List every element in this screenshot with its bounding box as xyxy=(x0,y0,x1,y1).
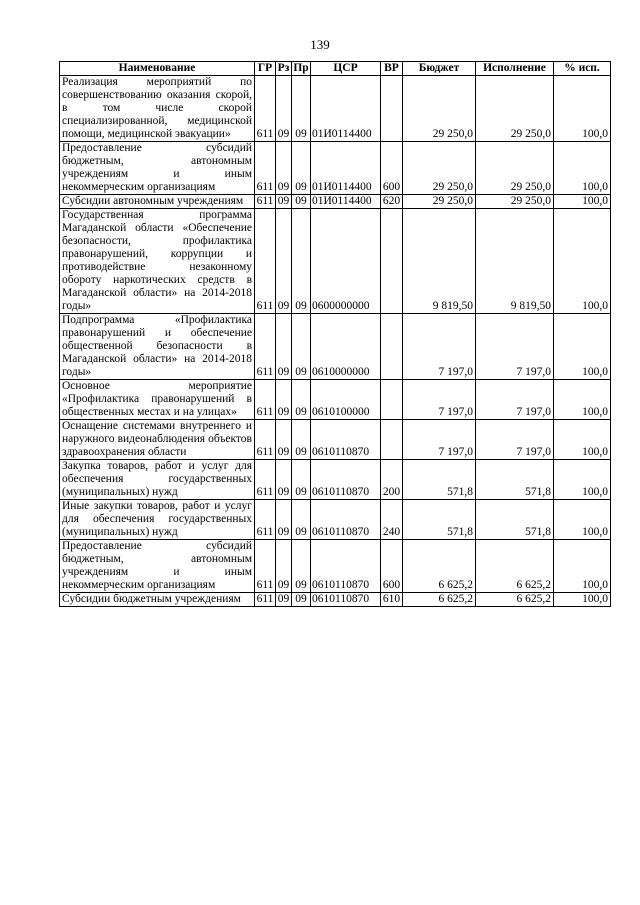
page-number: 139 xyxy=(310,37,330,52)
cell-percent: 100,0 xyxy=(554,540,611,593)
cell-pr: 09 xyxy=(292,209,311,314)
cell-csr: 01И0114400 xyxy=(311,76,381,142)
cell-vr: 610 xyxy=(381,593,403,607)
cell-rz: 09 xyxy=(276,420,292,460)
cell-pr: 09 xyxy=(292,460,311,500)
cell-vr: 620 xyxy=(381,195,403,209)
table-row xyxy=(60,195,611,209)
cell-csr: 01И0114400 xyxy=(311,142,381,195)
table-row xyxy=(60,314,611,380)
cell-percent: 100,0 xyxy=(554,142,611,195)
cell-name: Оснащение системами внутреннего и наружного видеонаблюдения объектов здравоохранения области xyxy=(60,420,255,460)
table-row xyxy=(60,500,611,540)
cell-pr: 09 xyxy=(292,76,311,142)
cell-name: Предоставление субсидий бюджетным, автономным учреждениям и иным некоммерческим организациям xyxy=(60,142,255,195)
table-body xyxy=(60,76,611,607)
header-vr: ВР xyxy=(381,62,403,76)
cell-execution: 7 197,0 xyxy=(476,420,554,460)
cell-name: Подпрограмма «Профилактика правонарушений и обеспечение общественной безопасности в Магаданской области» на 2014-2018 годы» xyxy=(60,314,255,380)
cell-gr: 611 xyxy=(255,314,276,380)
cell-percent: 100,0 xyxy=(554,593,611,607)
cell-budget: 7 197,0 xyxy=(403,314,476,380)
cell-execution: 571,8 xyxy=(476,460,554,500)
cell-gr: 611 xyxy=(255,76,276,142)
cell-rz: 09 xyxy=(276,209,292,314)
cell-rz: 09 xyxy=(276,314,292,380)
cell-csr: 0610000000 xyxy=(311,314,381,380)
header-percent: % исп. xyxy=(554,62,611,76)
cell-execution: 7 197,0 xyxy=(476,314,554,380)
cell-csr: 0610110870 xyxy=(311,460,381,500)
cell-name: Предоставление субсидий бюджетным, автономным учреждениям и иным некоммерческим организациям xyxy=(60,540,255,593)
cell-budget: 29 250,0 xyxy=(403,195,476,209)
table-row xyxy=(60,540,611,593)
cell-rz: 09 xyxy=(276,460,292,500)
cell-execution: 29 250,0 xyxy=(476,195,554,209)
cell-name: Реализация мероприятий по совершенствованию оказания скорой, в том числе скорой специализированной, медицинской помощи, медицинской эвакуации» xyxy=(60,76,255,142)
cell-execution: 9 819,50 xyxy=(476,209,554,314)
cell-csr: 0600000000 xyxy=(311,209,381,314)
cell-gr: 611 xyxy=(255,500,276,540)
cell-execution: 29 250,0 xyxy=(476,142,554,195)
cell-budget: 9 819,50 xyxy=(403,209,476,314)
cell-vr xyxy=(381,380,403,420)
cell-budget: 7 197,0 xyxy=(403,380,476,420)
cell-gr: 611 xyxy=(255,380,276,420)
header-gr: ГР xyxy=(255,62,276,76)
cell-rz: 09 xyxy=(276,195,292,209)
cell-rz: 09 xyxy=(276,500,292,540)
table-header-row xyxy=(60,62,611,76)
cell-pr: 09 xyxy=(292,142,311,195)
cell-rz: 09 xyxy=(276,593,292,607)
cell-execution: 6 625,2 xyxy=(476,540,554,593)
cell-vr xyxy=(381,314,403,380)
cell-pr: 09 xyxy=(292,420,311,460)
cell-gr: 611 xyxy=(255,209,276,314)
cell-csr: 0610110870 xyxy=(311,593,381,607)
cell-name: Государственная программа Магаданской области «Обеспечение безопасности, профилактика правонарушений, коррупции и противодействие незаконному обороту наркотических средств в Магаданской области» на 2014-2018 годы» xyxy=(60,209,255,314)
cell-pr: 09 xyxy=(292,314,311,380)
cell-budget: 6 625,2 xyxy=(403,540,476,593)
cell-gr: 611 xyxy=(255,195,276,209)
cell-budget: 571,8 xyxy=(403,500,476,540)
cell-pr: 09 xyxy=(292,195,311,209)
cell-execution: 29 250,0 xyxy=(476,76,554,142)
cell-vr xyxy=(381,209,403,314)
cell-csr: 01И0114400 xyxy=(311,195,381,209)
cell-percent: 100,0 xyxy=(554,314,611,380)
cell-name: Иные закупки товаров, работ и услуг для обеспечения государственных (муниципальных) нужд xyxy=(60,500,255,540)
table-row xyxy=(60,209,611,314)
cell-percent: 100,0 xyxy=(554,460,611,500)
cell-execution: 6 625,2 xyxy=(476,593,554,607)
cell-vr: 240 xyxy=(381,500,403,540)
header-execution: Исполнение xyxy=(476,62,554,76)
cell-name: Субсидии бюджетным учреждениям xyxy=(60,593,255,607)
cell-budget: 29 250,0 xyxy=(403,142,476,195)
header-name: Наименование xyxy=(60,62,255,76)
cell-gr: 611 xyxy=(255,420,276,460)
cell-rz: 09 xyxy=(276,540,292,593)
table-row xyxy=(60,142,611,195)
cell-name: Субсидии автономным учреждениям xyxy=(60,195,255,209)
cell-name: Закупка товаров, работ и услуг для обеспечения государственных (муниципальных) нужд xyxy=(60,460,255,500)
cell-execution: 571,8 xyxy=(476,500,554,540)
header-rz: Рз xyxy=(276,62,292,76)
table-row xyxy=(60,380,611,420)
cell-gr: 611 xyxy=(255,540,276,593)
table-row xyxy=(60,460,611,500)
cell-rz: 09 xyxy=(276,76,292,142)
cell-csr: 0610110870 xyxy=(311,540,381,593)
cell-percent: 100,0 xyxy=(554,76,611,142)
cell-gr: 611 xyxy=(255,460,276,500)
cell-csr: 0610110870 xyxy=(311,500,381,540)
cell-percent: 100,0 xyxy=(554,209,611,314)
header-pr: Пр xyxy=(293,62,309,74)
budget-table xyxy=(59,61,611,607)
cell-gr: 611 xyxy=(255,593,276,607)
cell-rz: 09 xyxy=(276,380,292,420)
cell-gr: 611 xyxy=(255,142,276,195)
cell-csr: 0610110870 xyxy=(311,420,381,460)
header-budget: Бюджет xyxy=(403,62,476,76)
cell-pr: 09 xyxy=(292,380,311,420)
cell-percent: 100,0 xyxy=(554,420,611,460)
cell-budget: 7 197,0 xyxy=(403,420,476,460)
table-row xyxy=(60,593,611,607)
cell-vr xyxy=(381,76,403,142)
cell-budget: 6 625,2 xyxy=(403,593,476,607)
cell-execution: 7 197,0 xyxy=(476,380,554,420)
cell-pr: 09 xyxy=(292,540,311,593)
cell-vr xyxy=(381,420,403,460)
cell-budget: 29 250,0 xyxy=(403,76,476,142)
cell-vr: 600 xyxy=(381,540,403,593)
cell-percent: 100,0 xyxy=(554,195,611,209)
table-row xyxy=(60,420,611,460)
cell-percent: 100,0 xyxy=(554,380,611,420)
cell-rz: 09 xyxy=(276,142,292,195)
cell-percent: 100,0 xyxy=(554,500,611,540)
cell-vr: 200 xyxy=(381,460,403,500)
cell-csr: 0610100000 xyxy=(311,380,381,420)
cell-pr: 09 xyxy=(292,500,311,540)
cell-pr: 09 xyxy=(292,593,311,607)
header-csr: ЦСР xyxy=(311,62,381,76)
cell-budget: 571,8 xyxy=(403,460,476,500)
table-row xyxy=(60,76,611,142)
cell-name: Основное мероприятие «Профилактика правонарушений в общественных местах и на улицах» xyxy=(60,380,255,420)
cell-vr: 600 xyxy=(381,142,403,195)
